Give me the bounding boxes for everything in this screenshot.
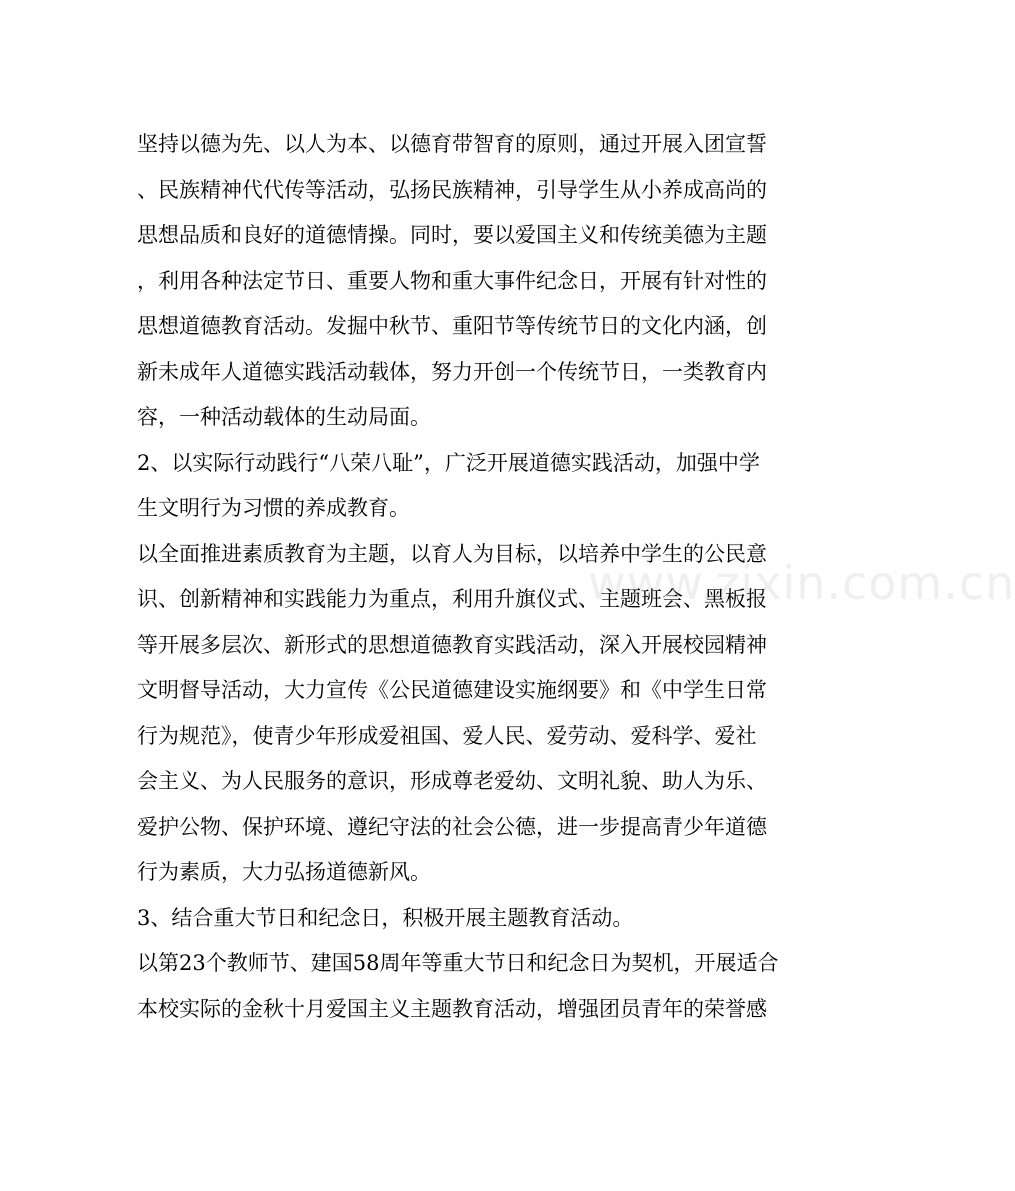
text-line: 行为规范》，使青少年形成爱祖国、爱人民、爱劳动、爱科学、爱社	[137, 723, 757, 748]
text-line: 爱护公物、保护环境、遵纪守法的社会公德，进一步提高青少年道德	[137, 814, 767, 839]
text-line: 本校实际的金秋十月爱国主义主题教育活动，增强团员青年的荣誉感	[137, 996, 767, 1021]
section-heading: 生文明行为习惯的养成教育。	[137, 496, 410, 520]
body-text	[137, 122, 777, 1032]
text-line: 识、创新精神和实践能力为重点，利用升旗仪式、主题班会、黑板报	[137, 587, 767, 611]
text-line: 行为素质，大力弘扬道德新风。	[137, 860, 431, 884]
text-line: 、民族精神代代传等活动，弘扬民族精神，引导学生从小养成高尚的	[137, 177, 767, 202]
watermark: www.zixin.com.cn	[588, 556, 1015, 610]
text-line: 以第23个教师节、建国58周年等重大节日和纪念日为契机，开展适合	[137, 951, 779, 975]
text-line: 新未成年人道德实践活动载体，努力开创一个传统节日，一类教育内	[137, 359, 767, 384]
text-line: 思想道德教育活动。发掘中秋节、重阳节等传统节日的文化内涵，创	[137, 314, 767, 338]
text-line: 思想品质和良好的道德情操。同时，要以爱国主义和传统美德为主题	[137, 223, 767, 247]
text-line: 容，一种活动载体的生动局面。	[137, 405, 431, 429]
section-heading: 2、以实际行动践行“八荣八耻”，广泛开展道德实践活动，加强中学	[137, 450, 760, 475]
text-line: 以全面推进素质教育为主题，以育人为目标，以培养中学生的公民意	[137, 541, 767, 566]
text-line: 等开展多层次、新形式的思想道德教育实践活动，深入开展校园精神	[137, 632, 767, 657]
text-line: 会主义、为人民服务的意识，形成尊老爱幼、文明礼貌、助人为乐、	[137, 769, 767, 793]
text-line: ，利用各种法定节日、重要人物和重大事件纪念日，开展有针对性的	[137, 268, 767, 293]
text-line: 文明督导活动，大力宣传《公民道德建设实施纲要》和《中学生日常	[137, 678, 767, 702]
text-line: 坚持以德为先、以人为本、以德育带智育的原则，通过开展入团宣誓	[137, 132, 767, 156]
section-heading: 3、结合重大节日和纪念日，积极开展主题教育活动。	[137, 905, 634, 930]
